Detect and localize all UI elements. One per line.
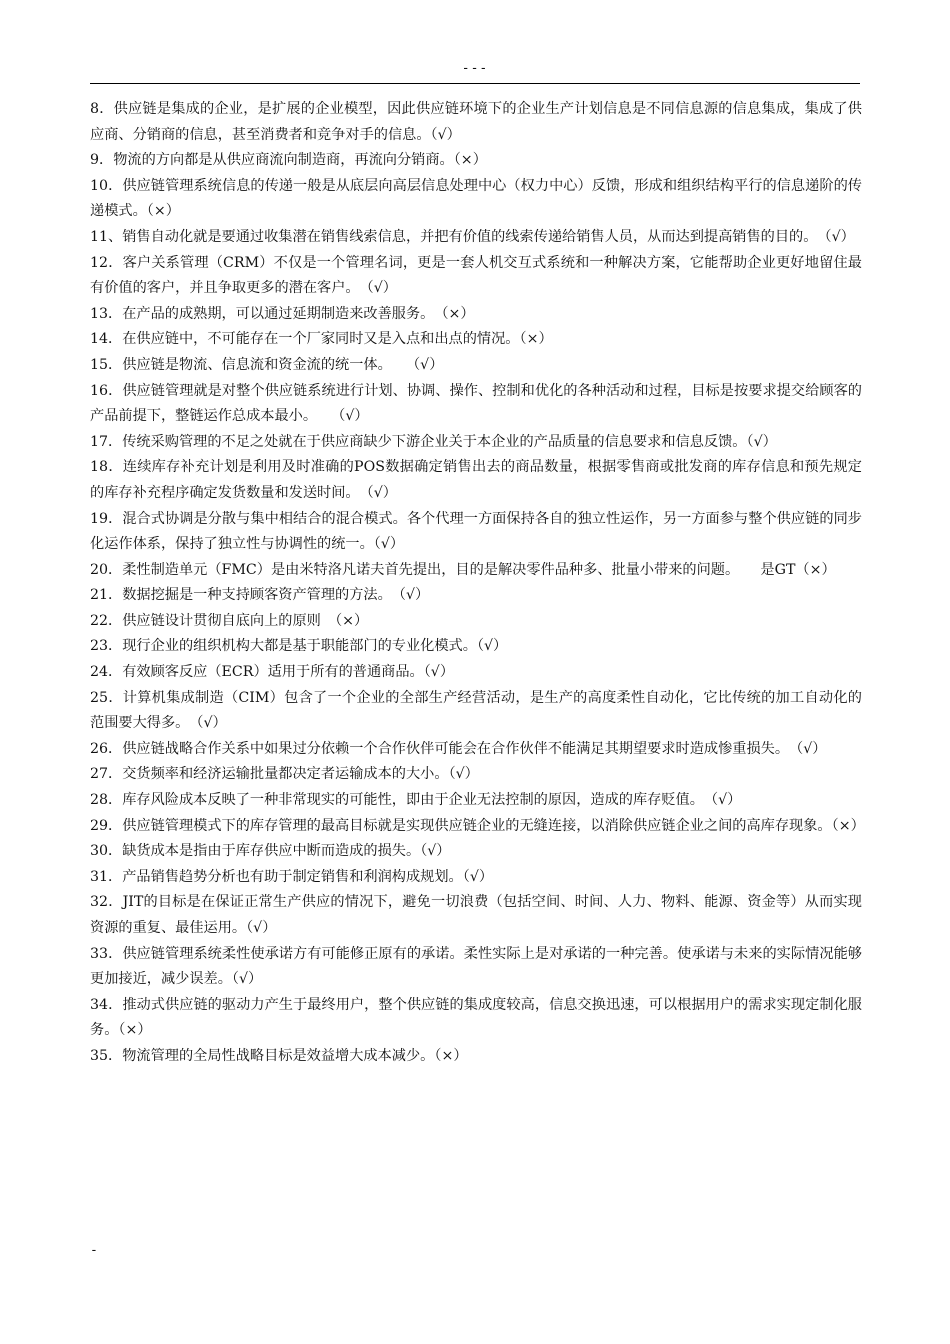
question-item: 34．推动式供应链的驱动力产生于最终用户，整个供应链的集成度较高，信息交换迅速，可以根据用户的需求实现定制化服务。（×） bbox=[90, 996, 862, 1039]
question-item: 11、销售自动化就是要通过收集潜在销售线索信息，并把有价值的线索传递给销售人员，从而达到提高销售的目的。 （√） bbox=[90, 228, 855, 245]
question-item: 13．在产品的成熟期，可以通过延期制造来改善服务。 （×） bbox=[90, 305, 475, 322]
question-item: 16．供应链管理就是对整个供应链系统进行计划、协调、操作、控制和优化的各种活动和过程，目标是按要求提交给顾客的产品前提下，整链运作总成本最小。 （√） bbox=[90, 382, 862, 425]
question-item: 24．有效顾客反应（ECR）适用于所有的普通商品。（√） bbox=[90, 664, 455, 681]
question-item: 21．数据挖掘是一种支持顾客资产管理的方法。 （√） bbox=[90, 587, 430, 604]
question-item: 31．产品销售趋势分析也有助于制定销售和利润构成规划。（√） bbox=[90, 868, 494, 885]
question-item: 19．混合式协调是分散与集中相结合的混合模式。各个代理一方面保持各自的独立性运作，另一方面参与整个供应链的同步化运作体系，保持了独立性与协调性的统一。（√） bbox=[90, 510, 862, 553]
question-item: 9．物流的方向都是从供应商流向制造商，再流向分销商。（×） bbox=[90, 152, 487, 169]
question-item: 30．缺货成本是指由于库存供应中断而造成的损失。（√） bbox=[90, 843, 451, 860]
question-item: 32．JIT的目标是在保证正常生产供应的情况下，避免一切浪费（包括空间、时间、人力、物料、能源、资金等）从而实现资源的重复、最佳运用。（√） bbox=[90, 894, 862, 936]
question-item: 12．客户关系管理（CRM）不仅是一个管理名词，更是一套人机交互式系统和一种解决方案，它能帮助企业更好地留住最有价值的客户，并且争取更多的潜在客户。 （√） bbox=[90, 254, 862, 297]
question-item: 23．现行企业的组织机构大都是基于职能部门的专业化模式。（√） bbox=[90, 638, 508, 655]
question-item: 29．供应链管理模式下的库存管理的最高目标就是实现供应链企业的无缝连接，以消除供应链企业之间的高库存现象。（×） bbox=[90, 817, 865, 834]
question-item: 27．交货频率和经济运输批量都决定者运输成本的大小。（√） bbox=[90, 766, 479, 783]
question-item: 14．在供应链中，不可能存在一个厂家同时又是入点和出点的情况。（×） bbox=[90, 331, 553, 348]
header-divider bbox=[90, 83, 860, 84]
question-item: 26．供应链战略合作关系中如果过分依赖一个合作伙伴可能会在合作伙伴不能满足其期望要求时造成惨重损失。 （√） bbox=[90, 740, 827, 757]
question-item: 35．物流管理的全局性战略目标是效益增大成本减少。（×） bbox=[90, 1047, 468, 1064]
question-item: 17．传统采购管理的不足之处就在于供应商缺少下游企业关于本企业的产品质量的信息要求和信息反馈。（√） bbox=[90, 433, 777, 450]
question-item: 15．供应链是物流、信息流和资金流的统一体。 （√） bbox=[90, 356, 444, 373]
question-item: 10．供应链管理系统信息的传递一般是从底层向高层信息处理中心（权力中心）反馈，形成和组织结构平行的信息递阶的传递模式。（×） bbox=[90, 177, 862, 220]
question-item: 25．计算机集成制造（CIM）包含了一个企业的全部生产经营活动，是生产的高度柔性自动化，它比传统的加工自动化的范围要大得多。 （√） bbox=[90, 689, 862, 732]
question-item: 22．供应链设计贯彻自底向上的原则 （×） bbox=[90, 612, 369, 629]
question-item: 8．供应链是集成的企业，是扩展的企业模型，因此供应链环境下的企业生产计划信息是不同信息源的信息集成，集成了供应商、分销商的信息，甚至消费者和竞争对手的信息。（√） bbox=[90, 101, 862, 143]
footer-mark: - bbox=[90, 1243, 98, 1258]
question-list bbox=[90, 97, 865, 1070]
question-item: 28．库存风险成本反映了一种非常现实的可能性，即由于企业无法控制的原因，造成的库存贬值。 （√） bbox=[90, 792, 742, 809]
question-item: 33．供应链管理系统柔性使承诺方有可能修正原有的承诺。柔性实际上是对承诺的一种完善。使承诺与未来的实际情况能够更加接近，减少误差。（√） bbox=[90, 945, 862, 988]
question-item: 18．连续库存补充计划是利用及时准确的POS数据确定销售出去的商品数量，根据零售商或批发商的库存信息和预先规定的库存补充程序确定发货数量和发送时间。 （√） bbox=[90, 459, 862, 501]
header-mark: --- bbox=[461, 61, 489, 76]
question-item: 20．柔性制造单元（FMC）是由米特洛凡诺夫首先提出，目的是解决零件品种多、批量小带来的问题。 是GT（×） bbox=[90, 561, 836, 578]
